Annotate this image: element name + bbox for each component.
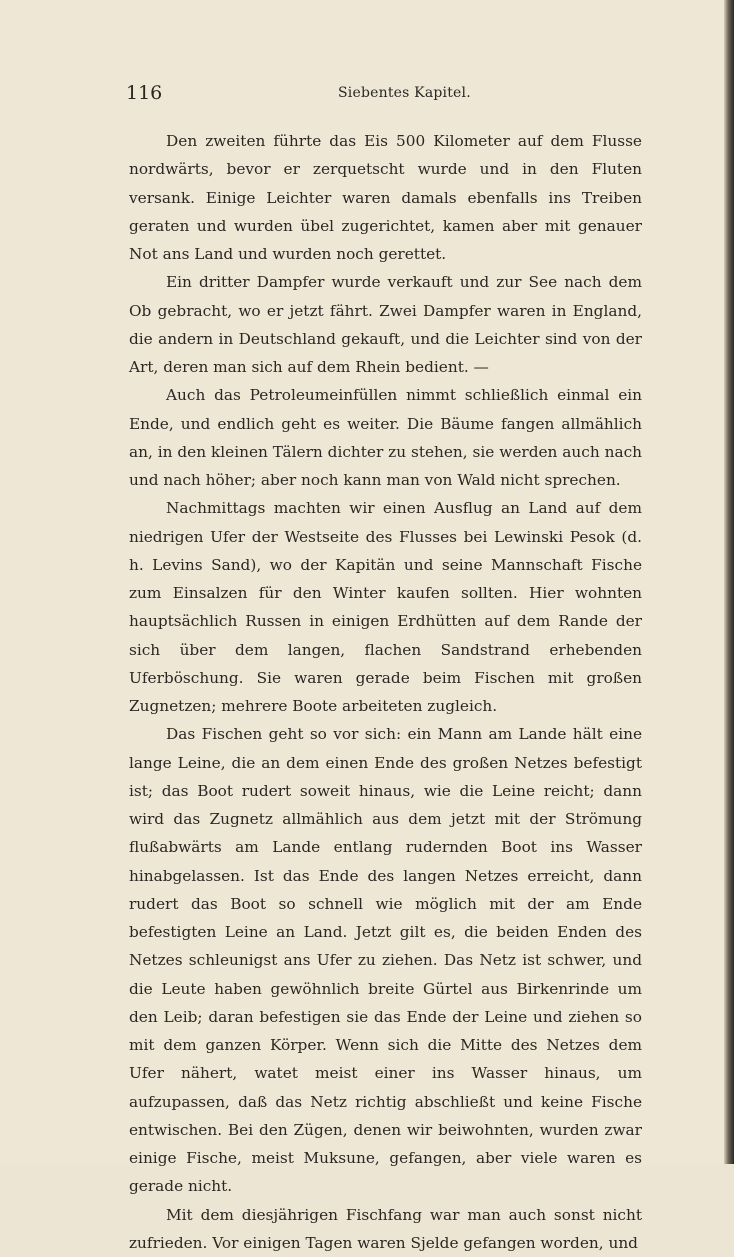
running-head: Siebentes Kapitel. [338,85,471,101]
body-text [129,127,642,1257]
paragraph: Den zweiten führte das Eis 500 Kilometer auf dem Flusse nordwärts, bevor er zerquetscht wurde und in den Fluten versank. Einige Leichter waren damals ebenfalls ins Treiben geraten und wurden übel zugerichtet, kamen aber mit genauer Not ans Land und wurden noch gerettet. [129,127,642,268]
paragraph: Ein dritter Dampfer wurde verkauft und zur See nach dem Ob gebracht, wo er jetzt fährt. Zwei Dampfer waren in England, die andern in Deutschland gekauft, und die Leichter sind von der Art, deren man sich auf dem Rhein bedient. — [129,268,642,381]
page-number: 116 [126,82,162,104]
paragraph: Das Fischen geht so vor sich: ein Mann am Lande hält eine lange Leine, die an dem einen Ende des großen Netzes befestigt ist; das Boot rudert soweit hinaus, wie die Leine reicht; dann wird das Zugnetz allmählich aus dem jetzt mit der Strömung flußabwärts am Lande entlang rudernden Boot ins Wasser hinabgelassen. Ist das Ende des langen Netzes erreicht, dann rudert das Boot so schnell wie möglich mit der am Ende befestigten Leine an Land. Jetzt gilt es, die beiden Enden des Netzes schleunigst ans Ufer zu ziehen. Das Netz ist schwer, und die Leute haben gewöhnlich breite Gürtel aus Birkenrinde um den Leib; daran befestigen sie das Ende der Leine und ziehen so mit dem ganzen Körper. Wenn sich die Mitte des Netzes dem Ufer nähert, watet meist einer ins Wasser hinaus, um aufzupassen, daß das Netz richtig abschließt und keine Fische entwischen. Bei den Zügen, denen wir beiwohnten, wurden zwar einige Fische, meist Muksune, gefangen, aber viele waren es gerade nicht. [129,720,642,1200]
page-header [126,82,642,108]
paragraph: Nachmittags machten wir einen Ausflug an Land auf dem niedrigen Ufer der Westseite des Flusses bei Lewinski Pesok (d. h. Levins Sand), wo der Kapitän und seine Mannschaft Fische zum Einsalzen für den Winter kaufen sollten. Hier wohnten hauptsächlich Russen in einigen Erdhütten auf dem Rande der sich über dem langen, flachen Sandstrand erhebenden Uferböschung. Sie waren gerade beim Fischen mit großen Zugnetzen; mehrere Boote arbeiteten zugleich. [129,494,642,720]
paragraph: Mit dem diesjährigen Fischfang war man auch sonst nicht zufrieden. Vor einigen Tagen waren Sjelde gefangen worden, und [129,1201,642,1257]
paragraph: Auch das Petroleumeinfüllen nimmt schließlich einmal ein Ende, und endlich geht es weiter. Die Bäume fangen allmählich an, in den kleinen Tälern dichter zu stehen, sie werden auch nach und nach höher; aber noch kann man von Wald nicht sprechen. [129,381,642,494]
book-spine-edge [724,0,734,1164]
